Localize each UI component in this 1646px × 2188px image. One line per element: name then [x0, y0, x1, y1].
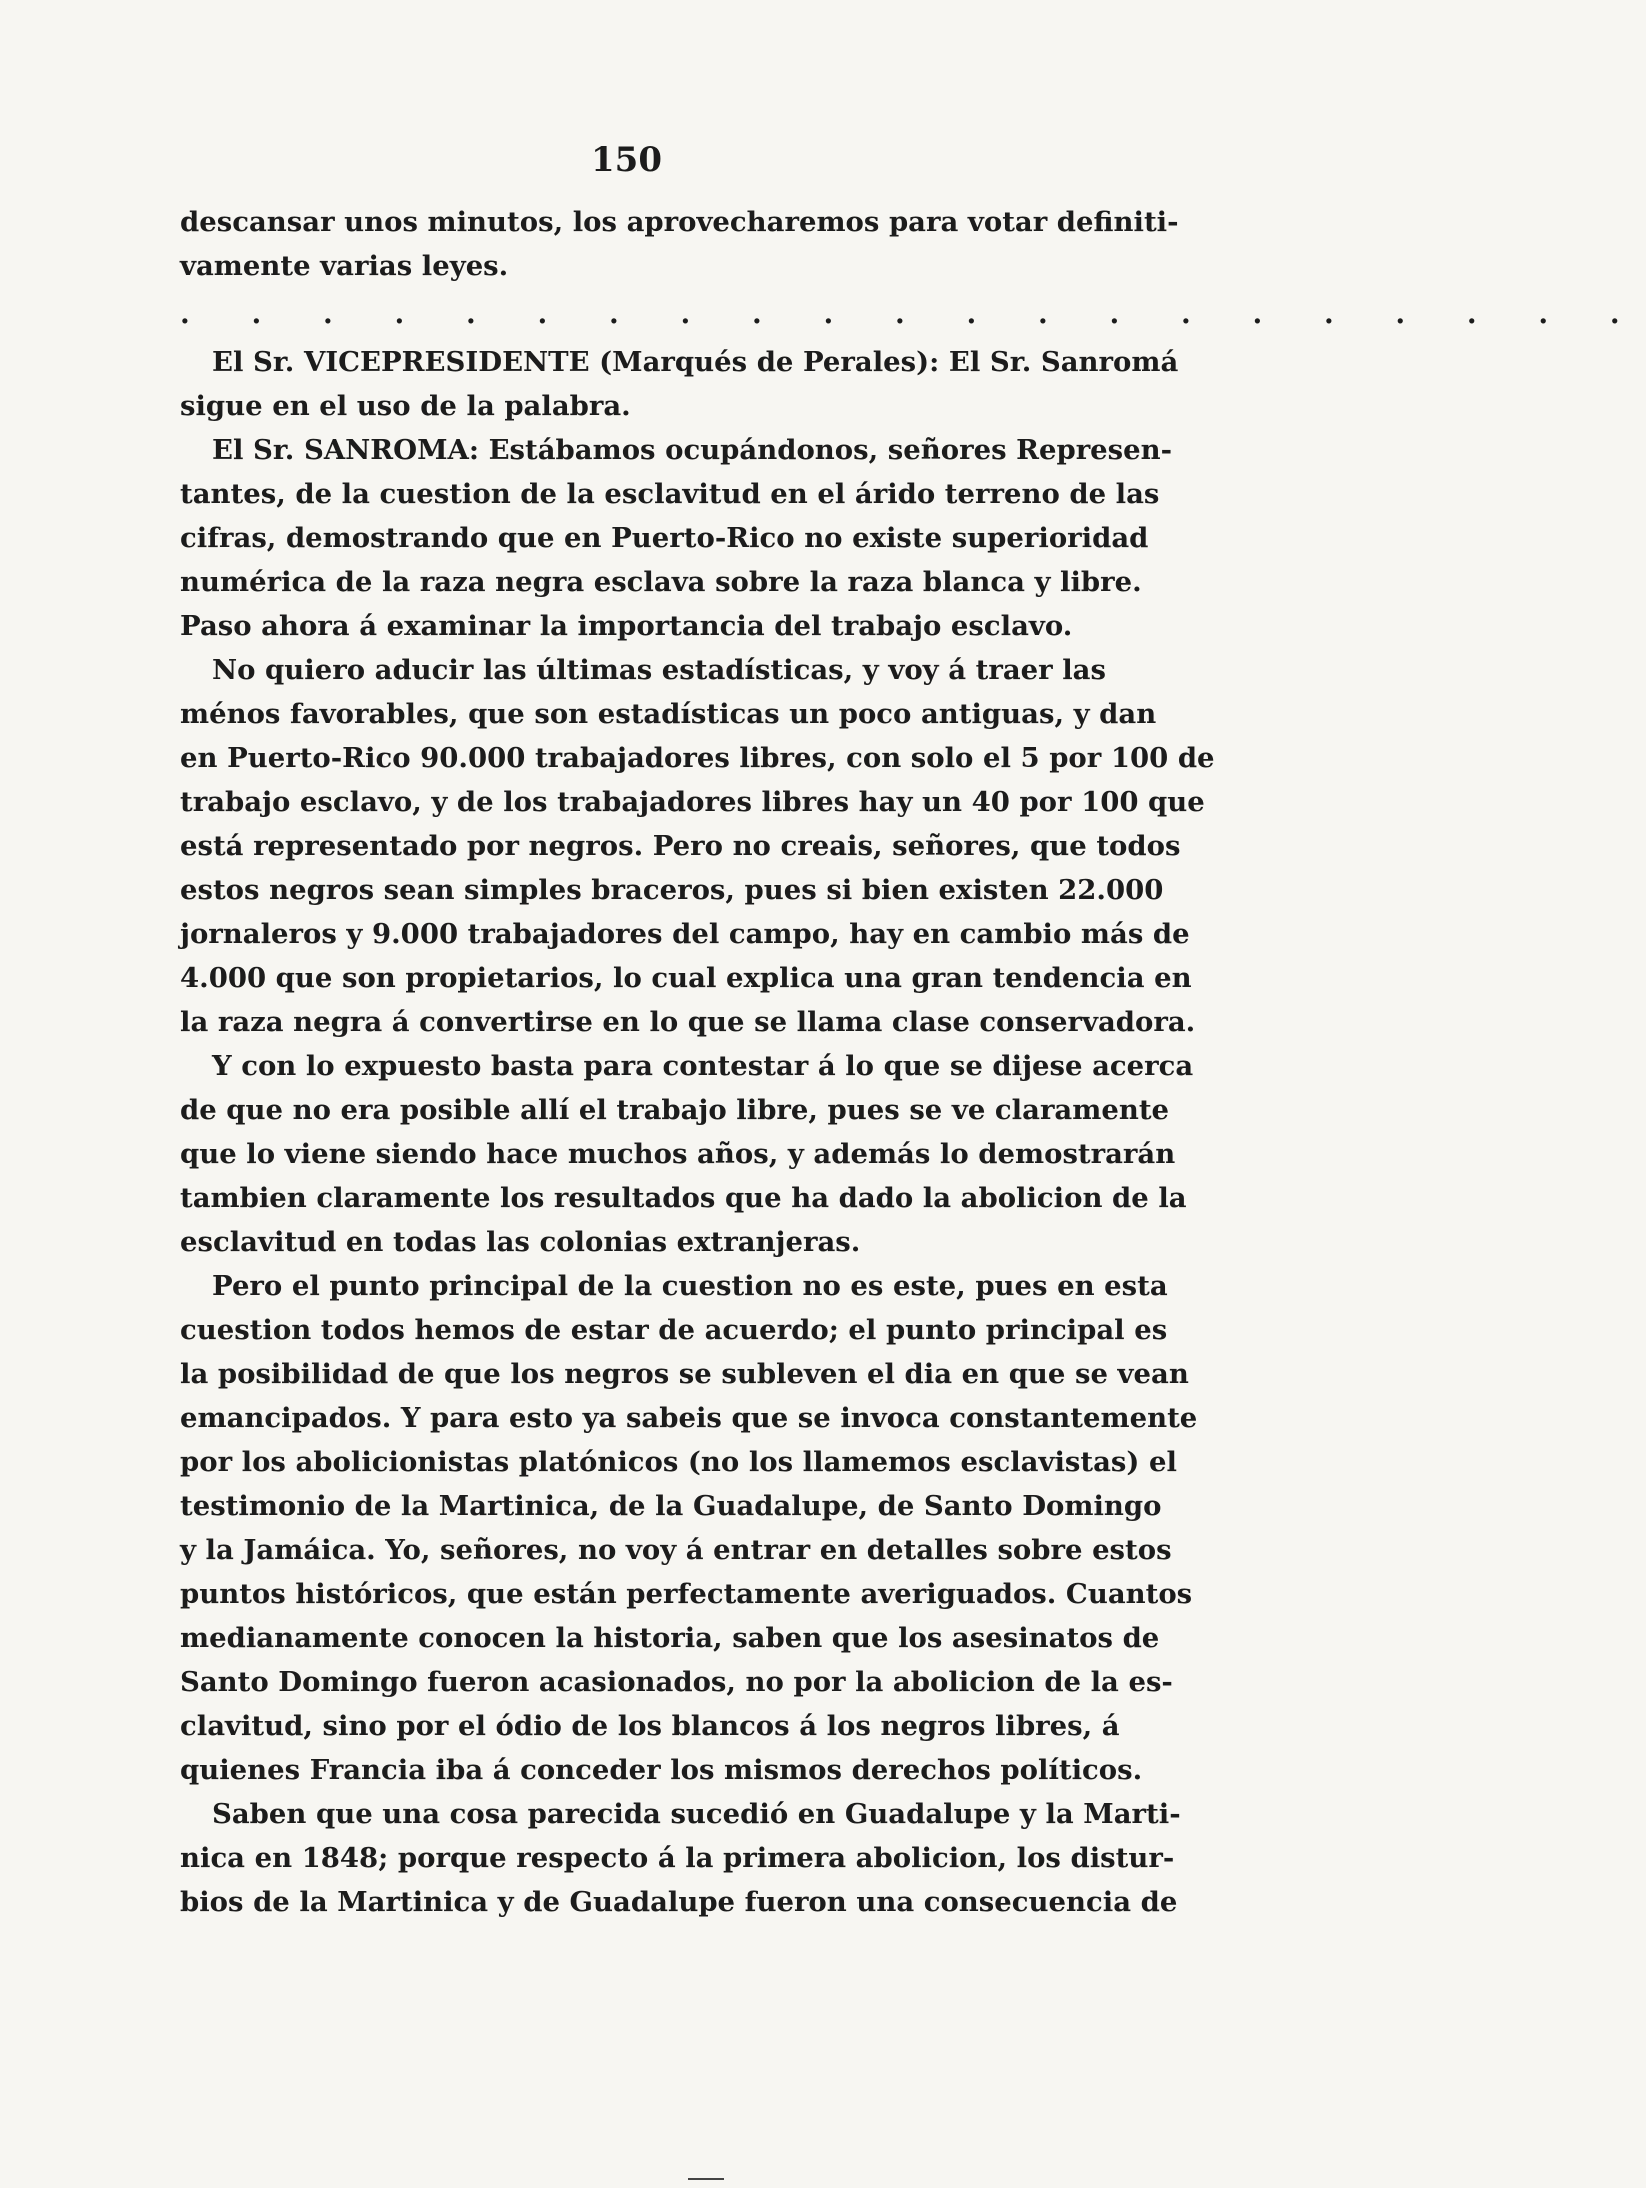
text-line: El Sr. SANROMA: Estábamos ocupándonos, señores Represen- — [212, 434, 1173, 466]
text-line: bios de la Martinica y de Guadalupe fueron una consecuencia de — [180, 1886, 1178, 1918]
text-line: la raza negra á convertirse en lo que se llama clase conservadora. — [180, 1006, 1196, 1038]
text-line: por los abolicionistas platónicos (no los llamemos esclavistas) el — [180, 1446, 1177, 1478]
paragraph-sanroma — [180, 428, 1173, 648]
text-line: numérica de la raza negra esclava sobre la raza blanca y libre. — [180, 566, 1142, 598]
text-line: en Puerto-Rico 90.000 trabajadores libres, con solo el 5 por 100 de — [180, 742, 1215, 774]
page-number: 150 — [591, 140, 662, 180]
text-line: Paso ahora á examinar la importancia del trabajo esclavo. — [180, 610, 1073, 642]
text-line: ménos favorables, que son estadísticas un poco antiguas, y dan — [180, 698, 1157, 730]
text-line: esclavitud en todas las colonias extranjeras. — [180, 1226, 861, 1258]
text-line: vamente varias leyes. — [180, 250, 509, 282]
text-line: medianamente conocen la historia, saben que los asesinatos de — [180, 1622, 1160, 1654]
text-line: trabajo esclavo, y de los trabajadores libres hay un 40 por 100 que — [180, 786, 1205, 818]
text-line: El Sr. VICEPRESIDENTE (Marqués de Perales): El Sr. Sanromá — [212, 346, 1179, 378]
text-line: cuestion todos hemos de estar de acuerdo; el punto principal es — [180, 1314, 1168, 1346]
text-line: cifras, demostrando que en Puerto-Rico no existe superioridad — [180, 522, 1149, 554]
text-line: emancipados. Y para esto ya sabeis que se invoca constantemente — [180, 1402, 1198, 1434]
text-line: de que no era posible allí el trabajo libre, pues se ve claramente — [180, 1094, 1170, 1126]
footer-mark — [688, 2178, 724, 2180]
text-line: la posibilidad de que los negros se subleven el dia en que se vean — [180, 1358, 1189, 1390]
text-line: jornaleros y 9.000 trabajadores del campo, hay en cambio más de — [180, 918, 1190, 950]
text-line: tambien claramente los resultados que ha dado la abolicion de la — [180, 1182, 1187, 1214]
text-line: nica en 1848; porque respecto á la primera abolicion, los distur- — [180, 1842, 1175, 1874]
text-line: que lo viene siendo hace muchos años, y además lo demostrarán — [180, 1138, 1176, 1170]
paragraph-free-labor — [180, 1044, 1194, 1264]
elision-separator: . . . . . . . . . . . . . . . . . . . . . — [180, 297, 1646, 330]
text-line: estos negros sean simples braceros, pues si bien existen 22.000 — [180, 874, 1164, 906]
text-line: No quiero aducir las últimas estadísticas, y voy á traer las — [212, 654, 1106, 686]
text-line: tantes, de la cuestion de la esclavitud en el árido terreno de las — [180, 478, 1160, 510]
text-line: 4.000 que son propietarios, lo cual explica una gran tendencia en — [180, 962, 1192, 994]
text-line: descansar unos minutos, los aprovecharemos para votar definiti- — [180, 206, 1179, 238]
text-line: puntos históricos, que están perfectamente averiguados. Cuantos — [180, 1578, 1193, 1610]
text-line: Y con lo expuesto basta para contestar á lo que se dijese acerca — [212, 1050, 1194, 1082]
text-line: Pero el punto principal de la cuestion no es este, pues en esta — [212, 1270, 1168, 1302]
paragraph-principal-point — [180, 1264, 1198, 1792]
text-line: está representado por negros. Pero no creais, señores, que todos — [180, 830, 1181, 862]
text-line: y la Jamáica. Yo, señores, no voy á entrar en detalles sobre estos — [180, 1534, 1172, 1566]
paragraph-vicepresident — [180, 340, 1179, 428]
text-line: Santo Domingo fueron acasionados, no por la abolicion de la es- — [180, 1666, 1173, 1698]
paragraph-statistics — [180, 648, 1215, 1044]
text-line: testimonio de la Martinica, de la Guadalupe, de Santo Domingo — [180, 1490, 1162, 1522]
text-line: clavitud, sino por el ódio de los blancos á los negros libres, á — [180, 1710, 1120, 1742]
paragraph-intro — [180, 200, 1179, 288]
paragraph-guadalupe — [180, 1792, 1181, 1924]
text-line: quienes Francia iba á conceder los mismos derechos políticos. — [180, 1754, 1143, 1786]
text-line: sigue en el uso de la palabra. — [180, 390, 631, 422]
body-text — [180, 200, 1646, 1924]
text-line: Saben que una cosa parecida sucedió en Guadalupe y la Marti- — [212, 1798, 1181, 1830]
